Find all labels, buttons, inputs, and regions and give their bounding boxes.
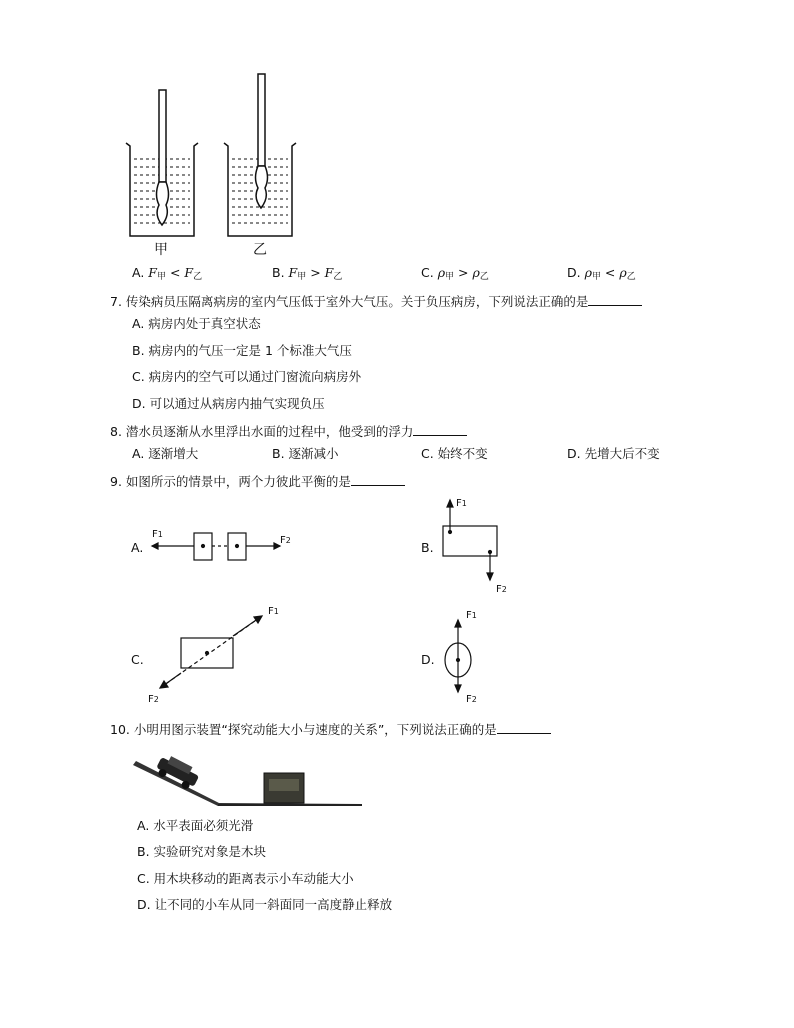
q9-option-a[interactable]: A. [131,540,144,555]
beaker-jia-figure [126,90,198,236]
q9a-f2-label: F2 [280,535,291,546]
q9-diagram-a [152,533,280,560]
figure-label-yi: 乙 [253,242,267,258]
q9c-f1-label: F1 [268,606,279,617]
q7-option-b[interactable]: B. 病房内的气压一定是 1 个标准大气压 [132,343,352,358]
q8-option-b[interactable]: B. 逐渐减小 [272,446,339,461]
q10-option-c[interactable]: C. 用木块移动的距离表示小车动能大小 [137,871,354,886]
q9-answer-blank[interactable] [351,473,405,486]
q10-apparatus-figure [133,753,362,806]
figure-label-jia: 甲 [154,242,168,258]
q9a-f1-label: F1 [152,529,163,540]
q9b-f2-label: F2 [496,584,507,595]
q8-answer-blank[interactable] [413,423,467,436]
q9d-f1-label: F1 [466,610,477,621]
q9-stem: 9. 如图所示的情景中，两个力彼此平衡的是 [110,473,405,490]
q9-option-b[interactable]: B. [421,540,434,555]
q7-answer-blank[interactable] [588,293,642,306]
q9-diagram-c [160,616,262,688]
q9-diagram-b [443,500,497,580]
q9c-f2-label: F2 [148,694,159,705]
q8-option-a[interactable]: A. 逐渐增大 [132,446,199,461]
q9d-f2-label: F2 [466,694,477,705]
q6-option-a[interactable]: A. $F_甲 < F_乙$ [132,265,203,282]
q7-option-d[interactable]: D. 可以通过从病房内抽气实现负压 [132,396,325,411]
q9b-f1-label: F1 [456,498,467,509]
q6-option-c[interactable]: C. $\rho_甲 > \rho_乙$ [421,265,489,282]
q10-option-d[interactable]: D. 让不同的小车从同一斜面同一高度静止释放 [137,897,393,912]
q10-option-a[interactable]: A. 水平表面必须光滑 [137,818,254,833]
q8-option-d[interactable]: D. 先增大后不变 [567,446,660,461]
q7-stem: 7. 传染病员压隔离病房的室内气压低于室外大气压。关于负压病房，下列说法正确的是 [110,293,642,310]
q8-option-c[interactable]: C. 始终不变 [421,446,488,461]
q6-option-d[interactable]: D. $\rho_甲 < \rho_乙$ [567,265,636,282]
beaker-yi-figure [224,74,296,236]
q10-stem: 10. 小明用图示装置“探究动能大小与速度的关系”，下列说法正确的是 [110,721,551,738]
q7-option-c[interactable]: C. 病房内的空气可以通过门窗流向病房外 [132,369,362,384]
q9-option-d[interactable]: D. [421,652,435,667]
q10-option-b[interactable]: B. 实验研究对象是木块 [137,844,267,859]
q10-answer-blank[interactable] [497,721,551,734]
q7-option-a[interactable]: A. 病房内处于真空状态 [132,316,261,331]
q9-diagram-d [445,620,471,692]
q8-stem: 8. 潜水员逐渐从水里浮出水面的过程中，他受到的浮力 [110,423,467,440]
q9-option-c[interactable]: C. [131,652,144,667]
q6-option-b[interactable]: B. $F_甲 > F_乙$ [272,265,343,282]
